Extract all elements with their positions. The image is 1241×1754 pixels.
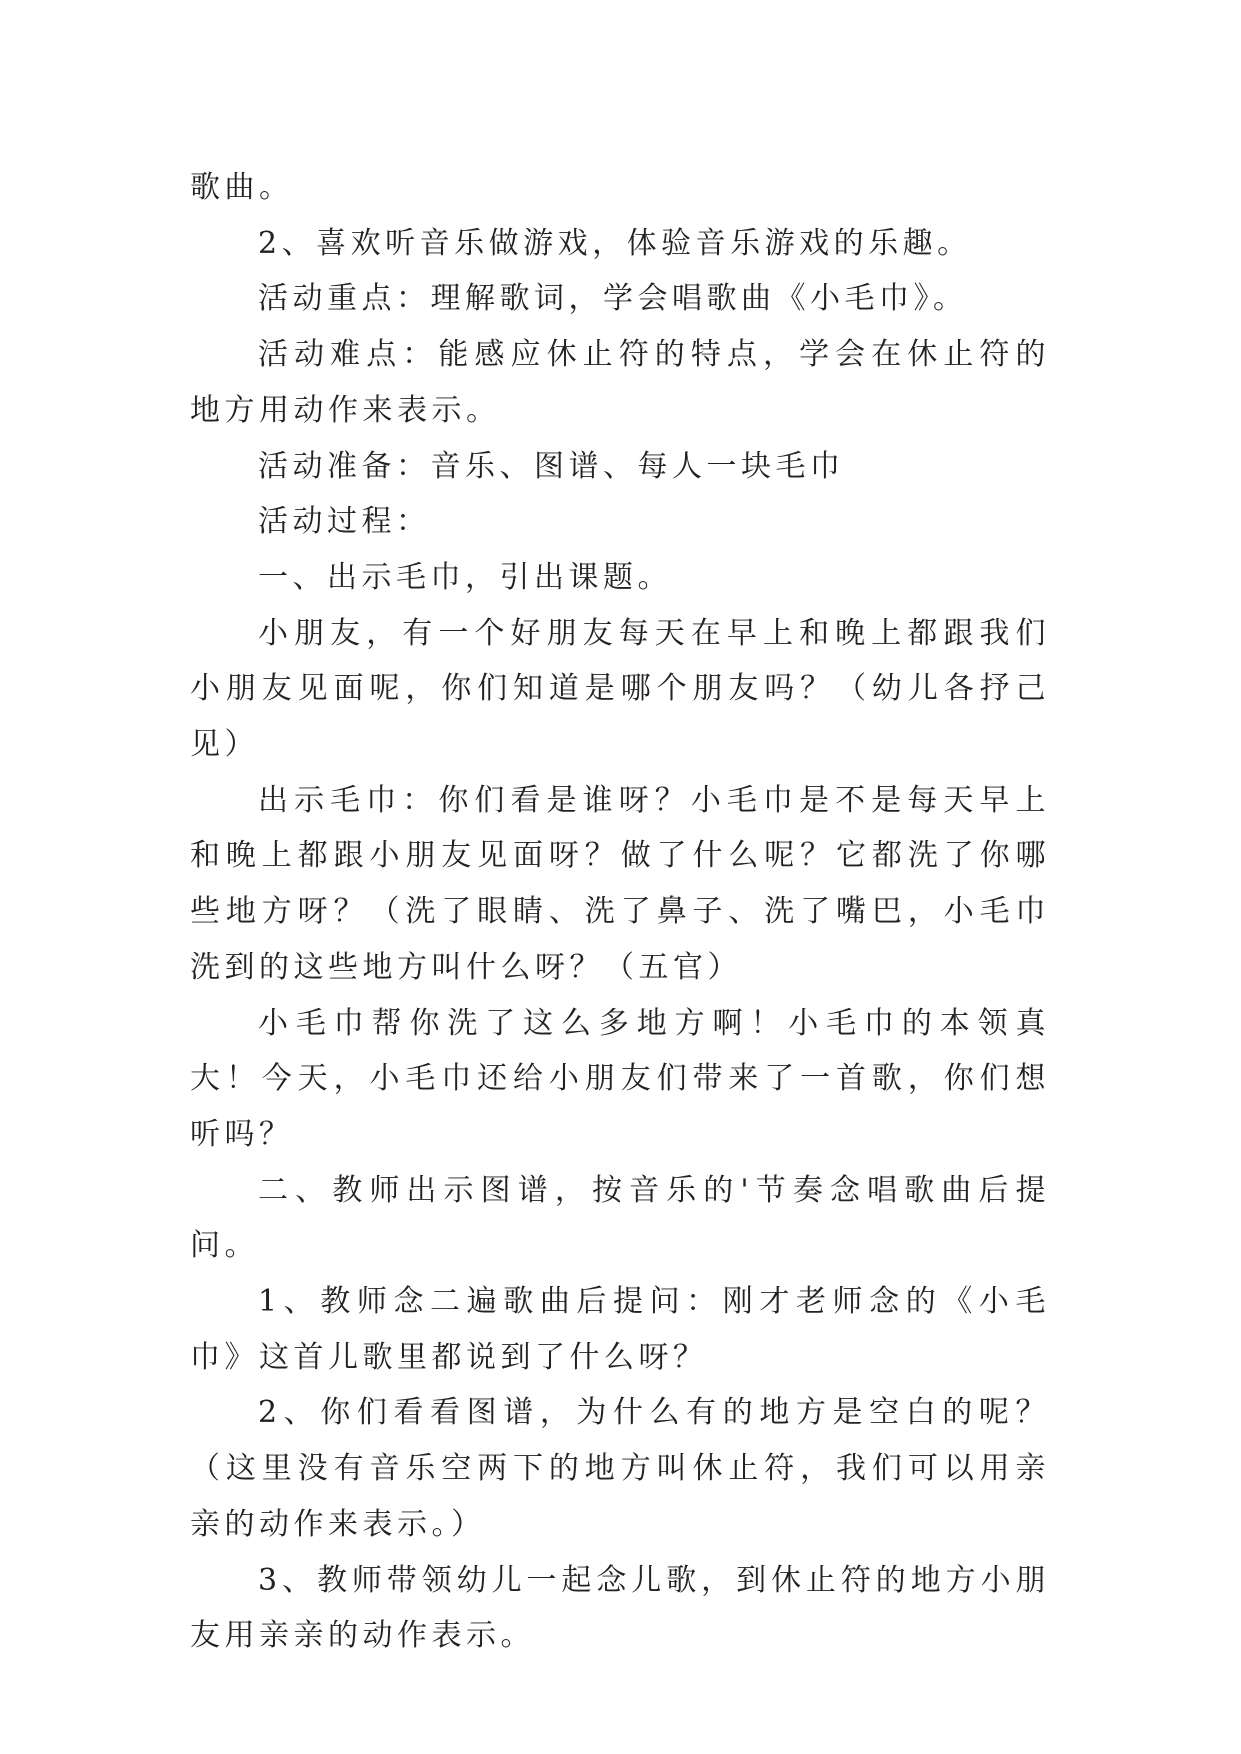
paragraph-5: 活动准备：音乐、图谱、每人一块毛巾: [258, 448, 845, 484]
paragraph-6: 活动过程：: [258, 504, 431, 540]
paragraph-8: 小朋友，有一个好朋友每天在早上和晚上都跟我们小朋友见面呢，你们知道是哪个朋友吗？（幼儿各抒己见）: [190, 615, 1050, 763]
paragraph-7: 一、出示毛巾，引出课题。: [258, 559, 672, 595]
paragraph-3: 活动重点：理解歌词，学会唱歌曲《小毛巾》。: [258, 281, 968, 317]
paragraph-4: 活动难点：能感应休止符的特点，学会在休止符的地方用动作来表示。: [190, 337, 1050, 428]
paragraph-2: 2、喜欢听音乐做游戏，体验音乐游戏的乐趣。: [258, 225, 972, 261]
paragraph-9: 出示毛巾：你们看是谁呀？小毛巾是不是每天早上和晚上都跟小朋友见面呀？做了什么呢？它都洗了你哪些地方呀？（洗了眼睛、洗了鼻子、洗了嘴巴，小毛巾洗到的这些地方叫什么呀？（五官）: [190, 782, 1050, 985]
paragraph-13: 2、你们看看图谱，为什么有的地方是空白的呢？（这里没有音乐空两下的地方叫休止符，我们可以用亲亲的动作来表示。）: [190, 1395, 1050, 1542]
paragraph-11: 二、教师出示图谱，按音乐的'节奏念唱歌曲后提问。: [190, 1172, 1050, 1264]
paragraph-1: 歌曲。: [190, 170, 294, 205]
paragraph-14: 3、教师带领幼儿一起念儿歌，到休止符的地方小朋友用亲亲的动作表示。: [190, 1562, 1050, 1654]
paragraph-12: 1、教师念二遍歌曲后提问：刚才老师念的《小毛巾》这首儿歌里都说到了什么呀？: [190, 1284, 1050, 1375]
document-body: [190, 160, 1050, 1664]
paragraph-10: 小毛巾帮你洗了这么多地方啊！小毛巾的本领真大！今天，小毛巾还给小朋友们带来了一首歌，你们想听吗？: [190, 1005, 1050, 1152]
